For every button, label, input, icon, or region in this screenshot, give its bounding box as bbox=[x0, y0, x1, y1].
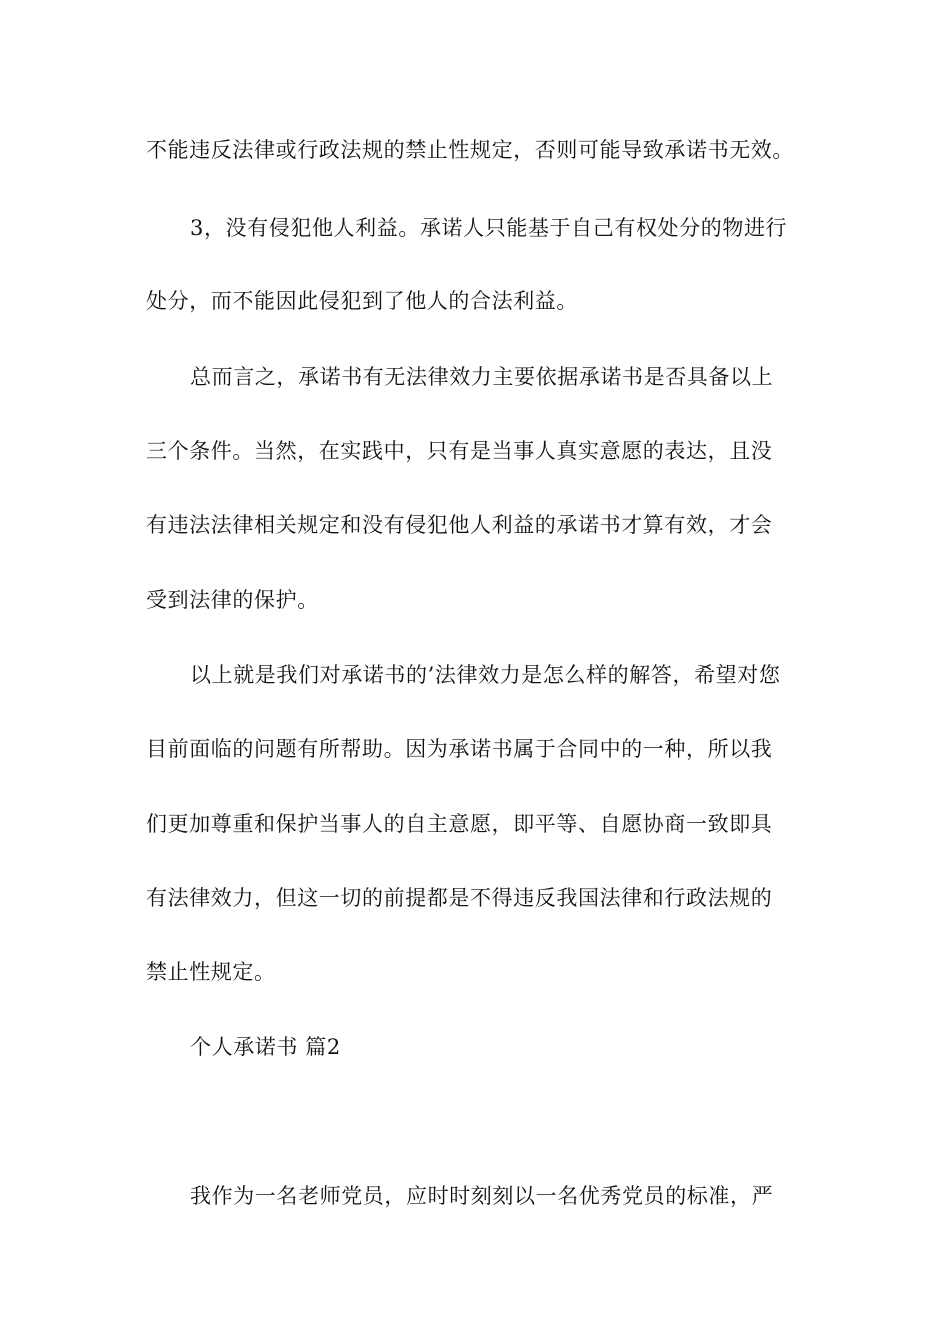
paragraph-line: 处分，而不能因此侵犯到了他人的合法利益。 bbox=[146, 289, 578, 313]
paragraph-line: 3，没有侵犯他人利益。承诺人只能基于自己有权处分的物进行 bbox=[190, 216, 788, 240]
paragraph-line: 三个条件。当然，在实践中，只有是当事人真实意愿的表达，且没 bbox=[146, 439, 773, 463]
paragraph-line: 禁止性规定。 bbox=[146, 960, 276, 984]
paragraph-line: 们更加尊重和保护当事人的自主意愿，即平等、自愿协商一致即具 bbox=[146, 812, 773, 836]
paragraph-line: 总而言之，承诺书有无法律效力主要依据承诺书是否具备以上 bbox=[190, 365, 774, 389]
section-heading: 个人承诺书 篇2 bbox=[190, 1035, 341, 1059]
paragraph-line: 不能违反法律或行政法规的禁止性规定，否则可能导致承诺书无效。 bbox=[146, 138, 794, 162]
paragraph-line: 有违法法律相关规定和没有侵犯他人利益的承诺书才算有效，才会 bbox=[146, 513, 773, 537]
paragraph-line: 我作为一名老师党员，应时时刻刻以一名优秀党员的标准，严 bbox=[190, 1184, 774, 1208]
paragraph-line: 目前面临的问题有所帮助。因为承诺书属于合同中的一种，所以我 bbox=[146, 737, 773, 761]
paragraph-line: 以上就是我们对承诺书的’法律效力是怎么样的解答，希望对您 bbox=[190, 663, 781, 687]
paragraph-line: 有法律效力，但这一切的前提都是不得违反我国法律和行政法规的 bbox=[146, 886, 773, 910]
paragraph-line: 受到法律的保护。 bbox=[146, 588, 319, 612]
